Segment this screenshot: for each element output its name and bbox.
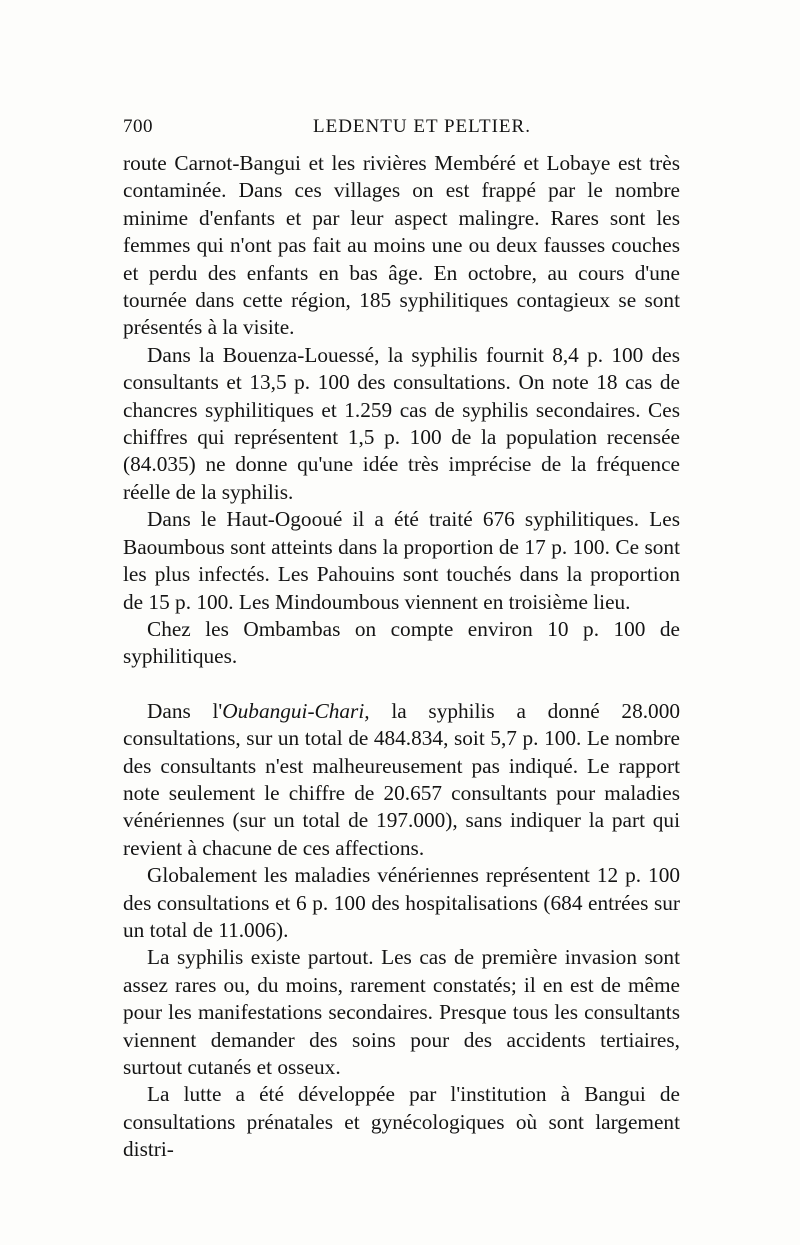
page-number: 700 — [123, 116, 153, 137]
body-text — [123, 150, 680, 1164]
paragraph-gap — [123, 671, 680, 698]
paragraph-bouenza-louesse: Dans la Bouenza-Louessé, la syphilis fournit 8,4 p. 100 des consultants et 13,5 p. 100 des consultations. On note 18 cas de chancres syphilitiques et 1.259 cas de syphilis secondaires. Ces chiffres qui représentent 1,5 p. 100 de la population recensée (84.035) ne donne qu'une idée très imprécise de la fréquence réelle de la syphilis. — [123, 342, 680, 504]
paragraph-haut-ogooue: Dans le Haut-Ogooué il a été traité 676 syphilitiques. Les Baoumbous sont atteints dans la proportion de 17 p. 100. Ce sont les plus infectés. Les Pahouins sont touchés dans la proportion de 15 p. 100. Les Mindoumbous viennent en troisième lieu. — [123, 507, 680, 614]
paragraph-ombambas: Chez les Ombambas on compte environ 10 p. 100 de syphilitiques. — [123, 616, 680, 669]
paragraph-oubangui-chari — [123, 698, 680, 862]
paragraph-continued: route Carnot-Bangui et les rivières Membéré et Lobaye est très contaminée. Dans ces villages on est frappé par le nombre minime d'enfants et par leur aspect malingre. Rares sont les femmes qui n'ont pas fait au moins une ou deux fausses couches et perdu des enfants en bas âge. En octobre, au cours d'une tournée dans cette région, 185 syphilitiques contagieux se sont présentés à la visite. — [123, 151, 680, 340]
page-header — [123, 116, 683, 144]
paragraph-syphilis-partout: La syphilis existe partout. Les cas de première invasion sont assez rares ou, du moins, rarement constatés; il en est de même pour les manifestations secondaires. Presque tous les consultants viennent demander des soins pour des accidents tertiaires, surtout cutanés et osseux. — [123, 945, 680, 1079]
running-head: LEDENTU ET PELTIER. — [313, 116, 531, 137]
paragraph-maladies-veneriennes: Globalement les maladies vénériennes représentent 12 p. 100 des consultations et 6 p. 100 des hospitalisations (684 entrées sur un total de 11.006). — [123, 863, 680, 942]
oubangui-chari-italic: Oubangui-Chari, — [222, 698, 370, 723]
paragraph-lutte: La lutte a été développée par l'institution à Bangui de consultations prénatales et gynécologiques où sont largement distri- — [123, 1082, 680, 1162]
oubangui-text: la syphilis a donné 28.000 consultations, sur un total de 484.834, soit 5,7 p. 100. Le nombre des consultants n'est malheureusement pas indiqué. Le rapport note seulement le chiffre de 20.657 consultants pour maladies vénériennes (sur un total de 197.000), sans indiquer la part qui revient à chacune de ces affections. — [123, 698, 680, 860]
oubangui-prefix: Dans l' — [147, 698, 223, 723]
